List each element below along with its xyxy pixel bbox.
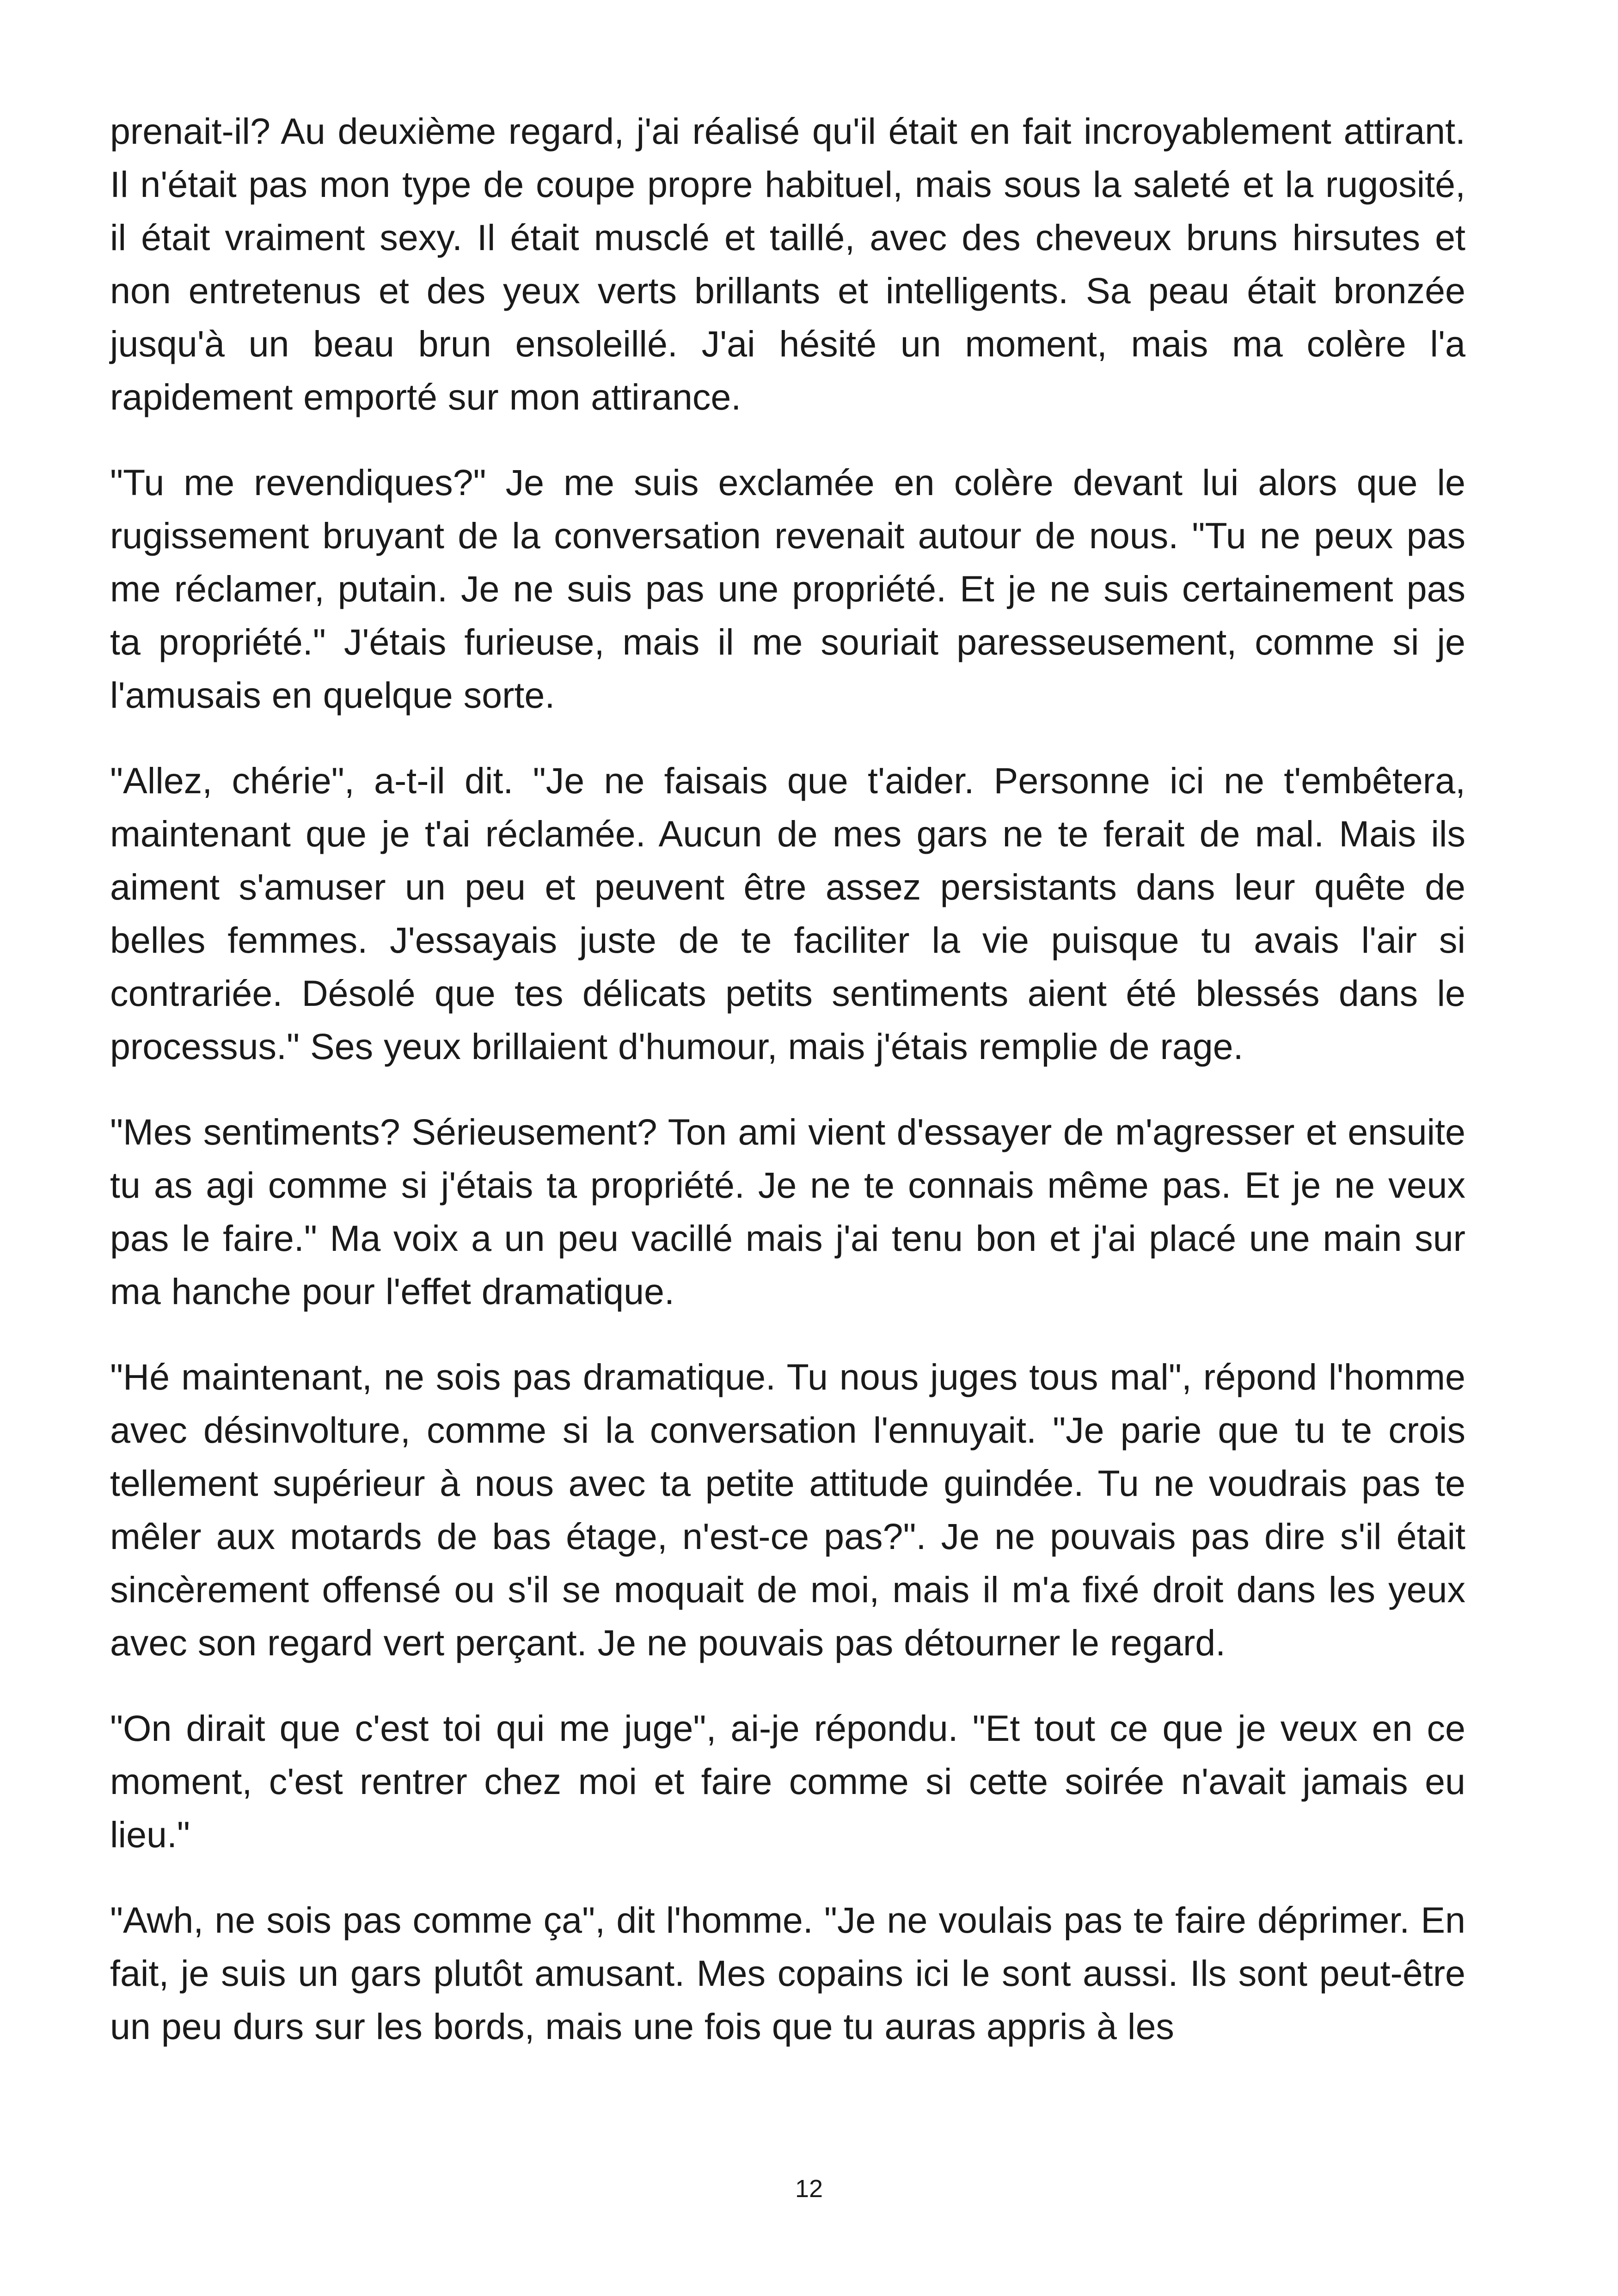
paragraph-4: "Mes sentiments? Sérieusement? Ton ami vient d'essayer de m'agresser et ensuite tu as agi comme si j'étais ta propriété. Je ne te connais même pas. Et je ne veux pas le faire." Ma voix a un peu vacillé mais j'ai tenu bon et j'ai placé une main sur ma hanche pour l'effet dramatique.	[110, 1111, 1465, 1312]
paragraph-5: "Hé maintenant, ne sois pas dramatique. Tu nous juges tous mal", répond l'homme avec désinvolture, comme si la conversation l'ennuyait. "Je parie que tu te crois tellement supérieur à nous avec ta petite attitude guindée. Tu ne voudrais pas te mêler aux motards de bas étage, n'est-ce pas?". Je ne pouvais pas dire s'il était sincèrement offensé ou s'il se moquait de moi, mais il m'a fixé droit dans les yeux avec son regard vert perçant. Je ne pouvais pas détourner le regard.	[110, 1356, 1465, 1663]
page-body	[110, 104, 1465, 2085]
paragraph-1: prenait-il? Au deuxième regard, j'ai réalisé qu'il était en fait incroyablement attirant. Il n'était pas mon type de coupe propre habituel, mais sous la saleté et la rugosité, il était vraiment sexy. Il était musclé et taillé, avec des cheveux bruns hirsutes et non entretenus et des yeux verts brillants et intelligents. Sa peau était bronzée jusqu'à un beau brun ensoleillé. J'ai hésité un moment, mais ma colère l'a rapidement emporté sur mon attirance.	[110, 110, 1465, 417]
paragraph-3: "Allez, chérie", a-t-il dit. "Je ne faisais que t'aider. Personne ici ne t'embêtera, maintenant que je t'ai réclamée. Aucun de mes gars ne te ferait de mal. Mais ils aiment s'amuser un peu et peuvent être assez persistants dans leur quête de belles femmes. J'essayais juste de te faciliter la vie puisque tu avais l'air si contrariée. Désolé que tes délicats petits sentiments aient été blessés dans le processus." Ses yeux brillaient d'humour, mais j'étais remplie de rage.	[110, 760, 1465, 1067]
paragraph-7: "Awh, ne sois pas comme ça", dit l'homme. "Je ne voulais pas te faire déprimer. En fait, je suis un gars plutôt amusant. Mes copains ici le sont aussi. Ils sont peut-être un peu durs sur les bords, mais une fois que tu auras appris à les	[110, 1899, 1465, 2047]
paragraph-6: "On dirait que c'est toi qui me juge", ai-je répondu. "Et tout ce que je veux en ce moment, c'est rentrer chez moi et faire comme si cette soirée n'avait jamais eu lieu."	[110, 1708, 1465, 1855]
paragraph-2: "Tu me revendiques?" Je me suis exclamée en colère devant lui alors que le rugissement bruyant de la conversation revenait autour de nous. "Tu ne peux pas me réclamer, putain. Je ne suis pas une propriété. Et je ne suis certainement pas ta propriété." J'étais furieuse, mais il me souriait paresseusement, comme si je l'amusais en quelque sorte.	[110, 462, 1465, 716]
page-number: 12	[795, 2175, 823, 2203]
